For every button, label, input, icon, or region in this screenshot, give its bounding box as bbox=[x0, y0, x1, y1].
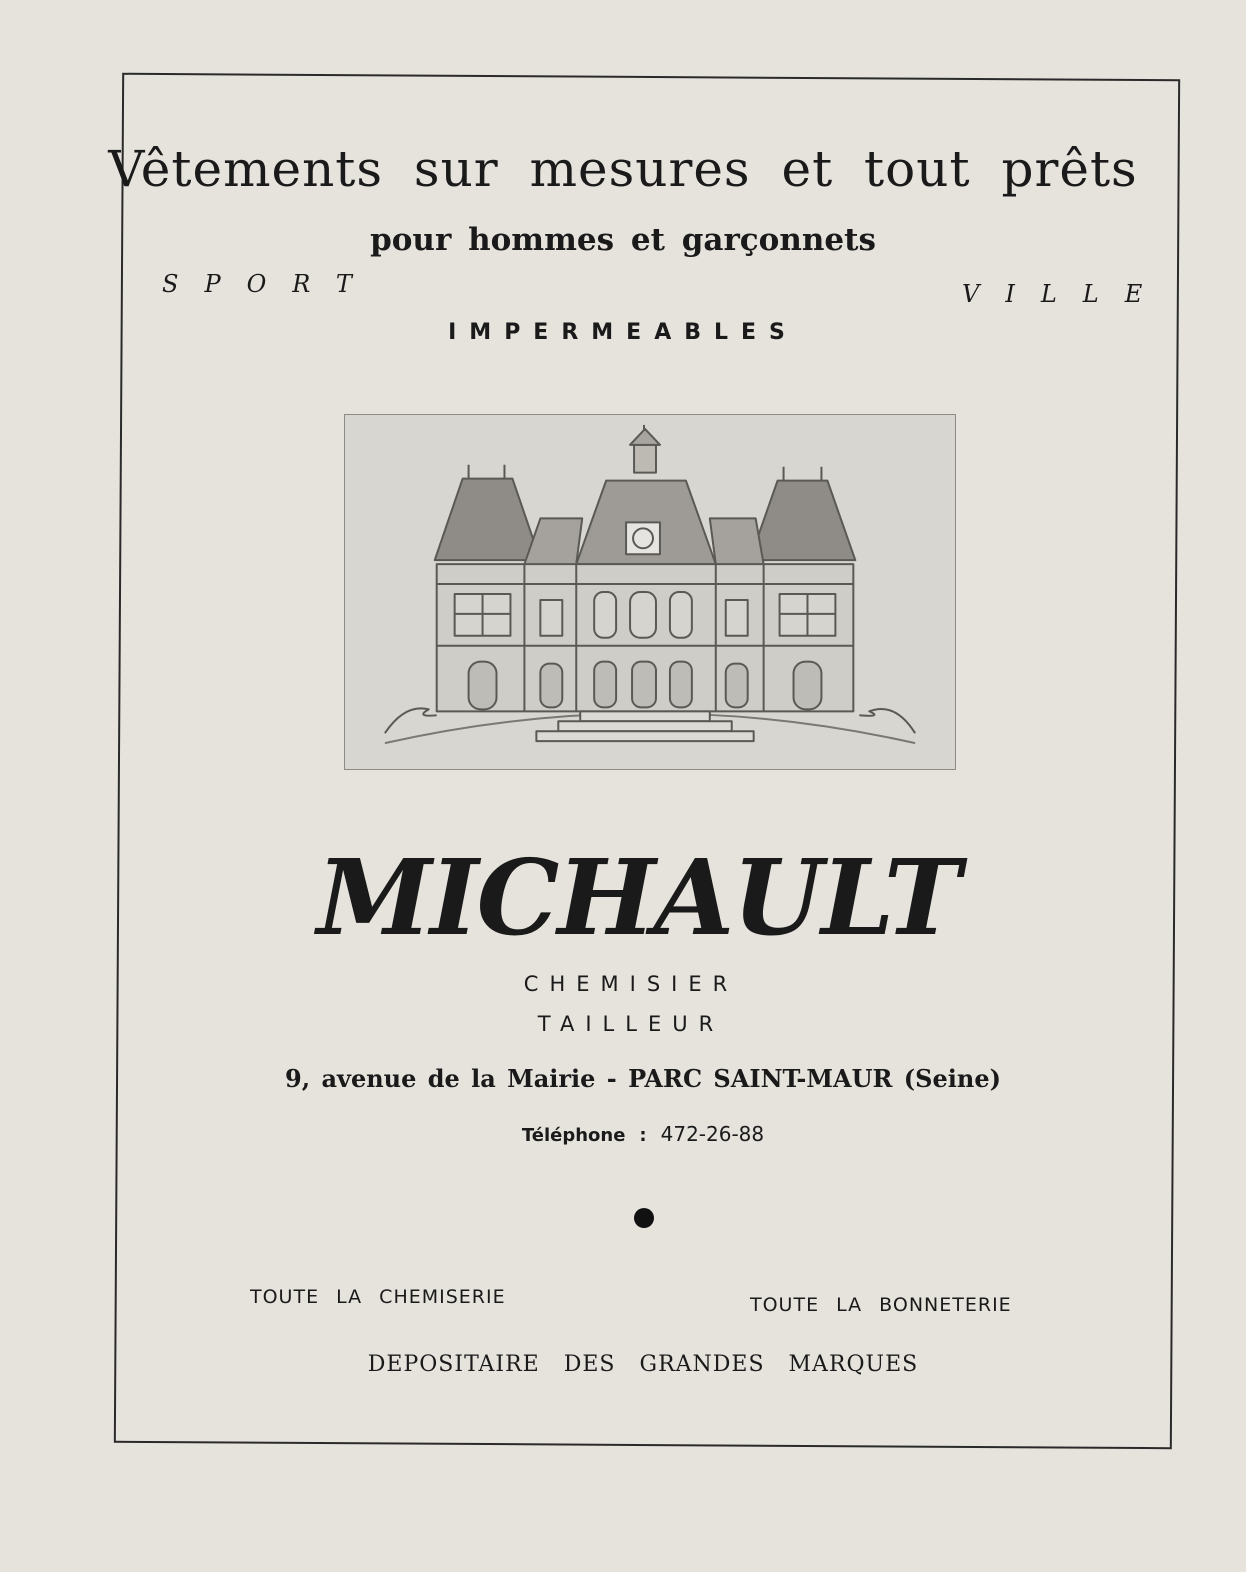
profession-chemisier: CHEMISIER bbox=[523, 972, 739, 996]
footer-bonneterie: TOUTE LA BONNETERIE bbox=[750, 1294, 1012, 1316]
category-impermeables: IMPERMEABLES bbox=[448, 320, 798, 345]
phone-line bbox=[0, 1122, 1246, 1146]
profession-tailleur: TAILLEUR bbox=[537, 1012, 725, 1036]
bullet-dot bbox=[634, 1208, 654, 1228]
footer-chemiserie: TOUTE LA CHEMISERIE bbox=[250, 1286, 506, 1308]
town-hall-drawing bbox=[345, 415, 955, 769]
subheadline: pour hommes et garçonnets bbox=[370, 222, 876, 258]
category-ville: VILLE bbox=[962, 280, 1169, 308]
address: 9, avenue de la Mairie - PARC SAINT-MAUR (Seine) bbox=[285, 1064, 1001, 1093]
headline: Vêtements sur mesures et tout prêts bbox=[108, 140, 1138, 198]
phone-number: 472-26-88 bbox=[660, 1122, 765, 1146]
footer-depositaire: DEPOSITAIRE DES GRANDES MARQUES bbox=[367, 1352, 919, 1377]
town-hall-illustration bbox=[344, 414, 956, 770]
category-sport: SPORT bbox=[162, 270, 378, 298]
phone-separator: : bbox=[639, 1125, 647, 1146]
brand-name: MICHAULT bbox=[316, 836, 960, 959]
phone-label: Téléphone bbox=[521, 1125, 626, 1146]
